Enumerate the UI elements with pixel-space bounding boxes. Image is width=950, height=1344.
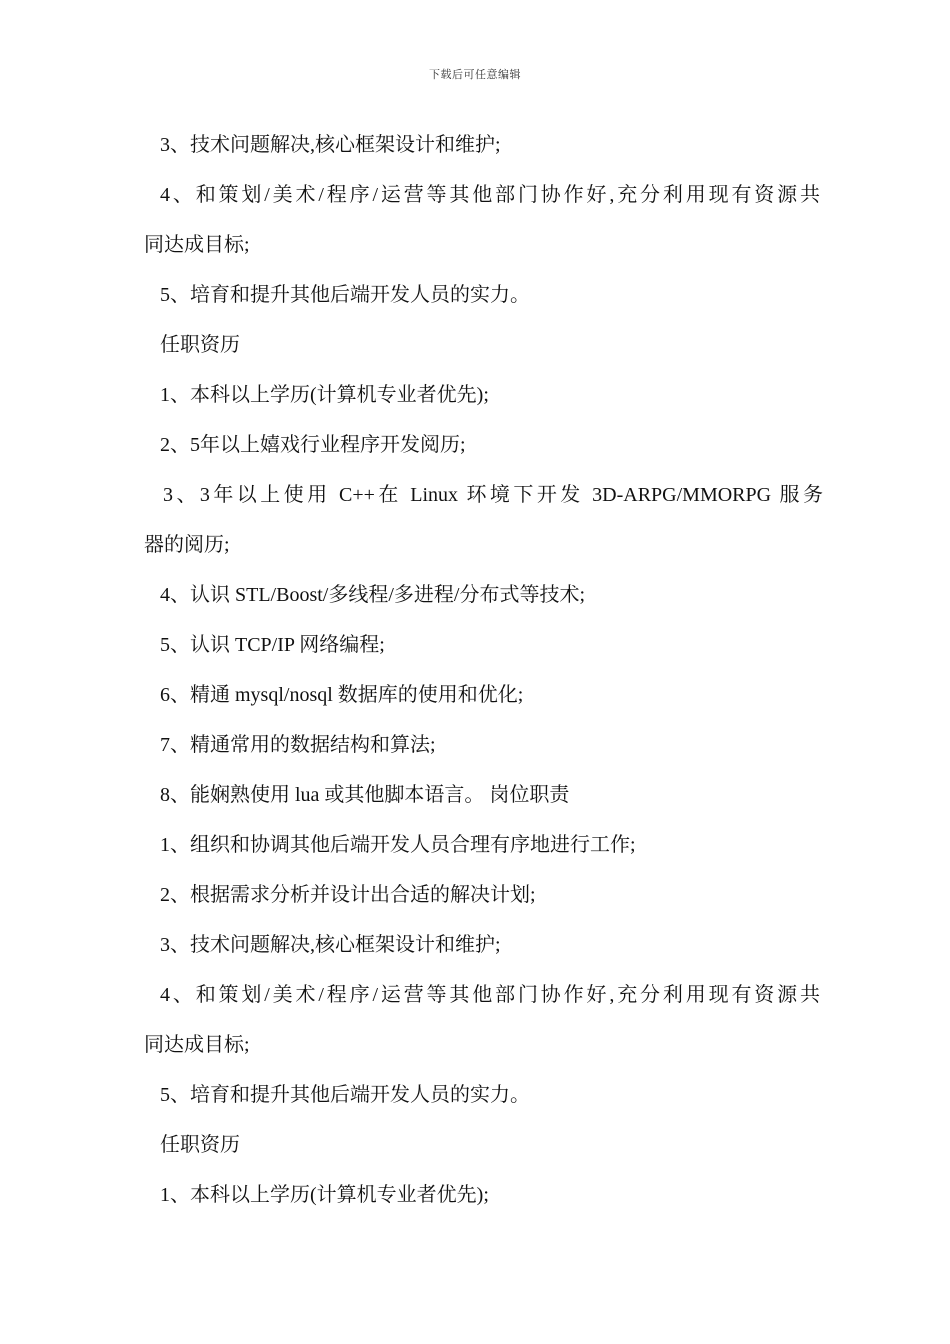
paragraph-line: 1、组织和协调其他后端开发人员合理有序地进行工作; xyxy=(160,834,636,856)
paragraph-line: 2、5年以上嬉戏行业程序开发阅历; xyxy=(160,434,466,456)
paragraph-line: 7、精通常用的数据结构和算法; xyxy=(160,734,436,756)
paragraph-line: 4、和策划/美术/程序/运营等其他部门协作好,充分利用现有资源共 xyxy=(160,984,820,1006)
section-heading: 任职资历 xyxy=(160,334,240,356)
paragraph-line: 3、技术问题解决,核心框架设计和维护; xyxy=(160,934,501,956)
paragraph-line: 同达成目标; xyxy=(144,234,250,256)
document-body xyxy=(144,133,823,1208)
paragraph-line: 1、本科以上学历(计算机专业者优先); xyxy=(160,1184,489,1206)
paragraph-line: 1、本科以上学历(计算机专业者优先); xyxy=(160,384,489,406)
paragraph-line: 器的阅历; xyxy=(144,534,230,556)
page-header: 下载后可任意编辑 xyxy=(429,69,521,81)
paragraph-line: 2、根据需求分析并设计出合适的解决计划; xyxy=(160,884,536,906)
paragraph-line: 同达成目标; xyxy=(144,1034,250,1056)
paragraph-line: 3、3年以上使用 C++在 Linux 环境下开发 3D-ARPG/MMORPG 服务 xyxy=(163,484,823,506)
paragraph-line: 5、培育和提升其他后端开发人员的实力。 xyxy=(160,284,530,306)
paragraph-line: 3、技术问题解决,核心框架设计和维护; xyxy=(160,134,501,156)
paragraph-line: 6、精通 mysql/nosql 数据库的使用和优化; xyxy=(160,684,524,706)
section-heading: 任职资历 xyxy=(160,1134,240,1156)
paragraph-line: 4、和策划/美术/程序/运营等其他部门协作好,充分利用现有资源共 xyxy=(160,184,820,206)
paragraph-line: 5、认识 TCP/IP 网络编程; xyxy=(160,634,385,656)
paragraph-line: 4、认识 STL/Boost/多线程/多进程/分布式等技术; xyxy=(160,584,586,606)
paragraph-line: 8、能娴熟使用 lua 或其他脚本语言。 岗位职责 xyxy=(160,784,570,806)
paragraph-line: 5、培育和提升其他后端开发人员的实力。 xyxy=(160,1084,530,1106)
